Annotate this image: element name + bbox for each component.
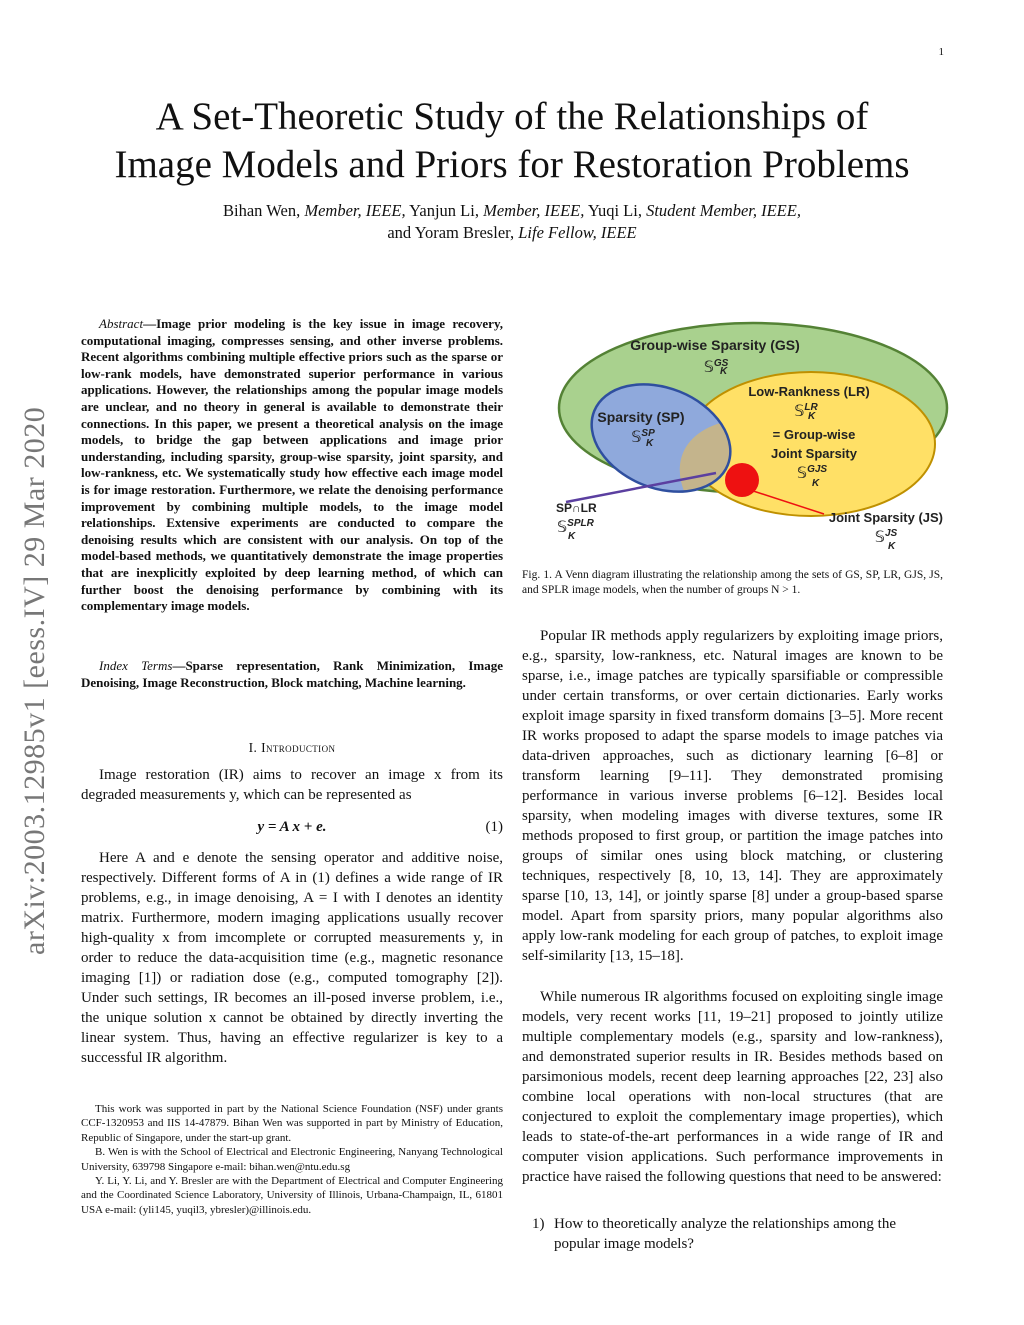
section-number: I. xyxy=(248,740,258,755)
arxiv-stamp: arXiv:2003.12985v1 [eess.IV] 29 Mar 2020 xyxy=(18,406,51,955)
figure-caption: Fig. 1. A Venn diagram illustrating the relationship among the sets of GS, SP, LR, GJS, JS, and SPLR image models, when the number of groups N > 1. xyxy=(522,569,943,596)
index-terms-label: Index Terms xyxy=(99,658,173,673)
gs-sub: K xyxy=(720,366,728,377)
footnote: Y. Li, Y. Li, and Y. Bresler are with the Department of Electrical and Computer Engineering and the Coordinated Science Laboratory, University of Illinois, Urbana-Champaign, IL, 61801 USA e-mail: (yli145, yuqil3, ybresler)@illinois.edu. xyxy=(81,1175,503,1216)
author-role: Member, IEEE, xyxy=(483,201,585,220)
author-name: Yanjun Li, xyxy=(409,201,479,220)
gs-sup: GS xyxy=(713,358,729,369)
title-line-2: Image Models and Priors for Restoration Problems xyxy=(114,143,910,186)
abstract xyxy=(81,316,503,615)
index-terms xyxy=(81,658,503,691)
splr-sub: K xyxy=(568,531,576,542)
author-list xyxy=(60,200,964,244)
intro-paragraph-2 xyxy=(81,848,503,1068)
author-role: Life Fellow, IEEE xyxy=(518,223,637,242)
gs-label: Group-wise Sparsity (GS) xyxy=(630,337,800,353)
gjs-line-2: Joint Sparsity xyxy=(771,446,857,461)
lr-label: Low-Rankness (LR) xyxy=(748,384,870,399)
js-dot xyxy=(725,463,759,497)
list-item-text: How to theoretically analyze the relationships among the popular image models? xyxy=(554,1216,896,1252)
equation-number: (1) xyxy=(485,819,503,835)
sp-label: Sparsity (SP) xyxy=(597,409,685,425)
section-title: Introduction xyxy=(261,740,336,755)
abstract-text: —Image prior modeling is the key issue in image recovery, computational imaging, compresses sensing, and other inverse problems. Recent algorithms combining multiple effective priors such as the sparse or low-rank models, have demonstrated superior performance in various applications. However, the relationships among the popular image models are unclear, and no theory in general is available to demonstrate their connections. In this paper, we present a theoretical analysis on the image models, to bridge the gap between applications and image prior understanding, including sparsity, group-wise sparsity, joint sparsity, and low-rankness, etc. We systematically study how effective each image model is for image restoration. Furthermore, we relate the denoising performance improvement by combining multiple models, to the image model relationships. Extensive experiments are conducted to compare the denoising results which are consistent with our analysis. On top of the model-based methods, we quantitatively demonstrate the image properties that are inexplicitly exploited by deep learning method, of which can further boost the denoising performance by combining with its complementary image models. xyxy=(81,316,503,614)
index-terms-text: —Sparse representation, Rank Minimization, Image Denoising, Image Reconstruction, Block matching, Machine learning. xyxy=(81,658,503,690)
right-paragraph-1 xyxy=(522,626,943,966)
splr-label: SP∩LR xyxy=(556,501,597,515)
gjs-symbol: 𝕊$^{GJS}$ xyxy=(796,464,828,482)
question-list xyxy=(522,1214,943,1254)
equation-1 xyxy=(81,817,503,837)
splr-symbol: 𝕊$^{SPLR}$ xyxy=(557,518,594,536)
right-p2-text: While numerous IR algorithms focused on exploiting single image models, very recent works [11, 19–21] proposed to jointly utilize multiple complementary models (e.g., sparsity and low-rankness), and demonstrated superior results in IR. Besides methods based on parsimonious models, recent deep learning approaches [22, 23] also combine local operations with non-local structures (that are conjectured to exploit the complementary image properties), which leads to state-of-the-art performances in a wide range of IR and computer vision applications. Such performance improvements in practice have raised the following questions that need to be answered: xyxy=(522,989,943,1185)
footnote: This work was supported in part by the National Science Foundation (NSF) under grants CCF-1320953 and IIS 14-47879. Bihan Wen was supported in part by Ministry of Education, Republic of Singapore, under the start-up grant. xyxy=(81,1103,503,1144)
js-sub: K xyxy=(888,541,896,552)
gjs-sub: K xyxy=(812,478,820,489)
abstract-label: Abstract xyxy=(99,316,144,331)
gs-set-glyph: 𝕊 xyxy=(703,359,714,376)
js-label: Joint Sparsity (JS) xyxy=(828,510,943,525)
author-name: Yuqi Li, xyxy=(587,201,642,220)
list-item-number: 1) xyxy=(532,1216,545,1232)
author-role: Student Member, IEEE, xyxy=(646,201,801,220)
intro-p2-text: Here A and e denote the sensing operator and additive noise, respectively. Different forms of A in (1) defines a wide range of IR problems, e.g., in image denoising, A = I with I denotes an identity matrix. Furthermore, modern imaging applications usually recover high-quality x from imcomplete or corrupted measurements y, in order to reduce the data-acquisition time (e.g., magnetic resonance imaging [1]) or radiation dose (e.g., computed tomography [2]). Under such settings, IR becomes an ill-posed inverse problem, i.e., the unique solution x cannot be obtained by directly inverting the linear system. Thus, having an effective regularizer is key to a successful IR algorithm. xyxy=(81,850,503,1066)
intro-p1-text: Image restoration (IR) aims to recover an image x from its degraded measurements y, which can be represented as xyxy=(81,767,503,803)
intro-paragraph-1 xyxy=(81,765,503,805)
lr-sub: K xyxy=(808,411,816,422)
equation-text: y = A x + e. xyxy=(257,819,327,835)
footnote: B. Wen is with the School of Electrical and Electronic Engineering, Nanyang Technological University, 639798 Singapore e-mail: bihan.wen@ntu.edu.sg xyxy=(81,1146,503,1173)
title-line-1: A Set-Theoretic Study of the Relationships of xyxy=(155,95,869,138)
author-name: and Yoram Bresler, xyxy=(387,223,515,242)
sp-symbol: 𝕊$^{SP}$ xyxy=(631,428,655,446)
right-paragraph-2 xyxy=(522,987,943,1187)
footnotes xyxy=(81,1102,503,1217)
author-role: Member, IEEE, xyxy=(304,201,406,220)
section-heading xyxy=(81,738,503,758)
lr-symbol: 𝕊$^{LR}$ xyxy=(794,402,818,420)
author-name: Bihan Wen, xyxy=(223,201,301,220)
sp-sub: K xyxy=(646,438,654,449)
gjs-line-1: = Group-wise xyxy=(772,427,856,442)
venn-diagram xyxy=(556,318,950,558)
paper-title xyxy=(60,93,964,189)
right-p1-text: Popular IR methods apply regularizers by exploiting image priors, e.g., sparsity, low-rankness, etc. Natural images are known to be sparse, i.e., image patches are typically sparsifiable or compressible under certain transforms, or over certain dictionaries. Early works exploit image sparsity in fixed transform domains [3–5]. More recent IR works proposed to adapt the sparse models to image patches via data-driven approaches, such as dictionary learning [6–8] or transform learning [9–11]. They demonstrated promising performance in various inverse problems [6–12]. Besides local sparsity, when modeling images with diverse textures, some IR methods proposed to first group, or partition the image patches into groups of similar ones using block matching, or clustering techniques, respectively [8, 10, 13, 14]. They are approximately sparse [10, 13, 14], or jointly sparse [8] under a group-based sparse model. Apart from sparsity priors, many popular algorithms also apply low-rank modeling for each group of patches, to exploit image self-similarity [13, 15–18]. xyxy=(522,628,943,964)
js-symbol: 𝕊$^{JS}$ xyxy=(874,528,898,546)
list-item xyxy=(522,1214,943,1254)
page-number: 1 xyxy=(938,46,944,58)
